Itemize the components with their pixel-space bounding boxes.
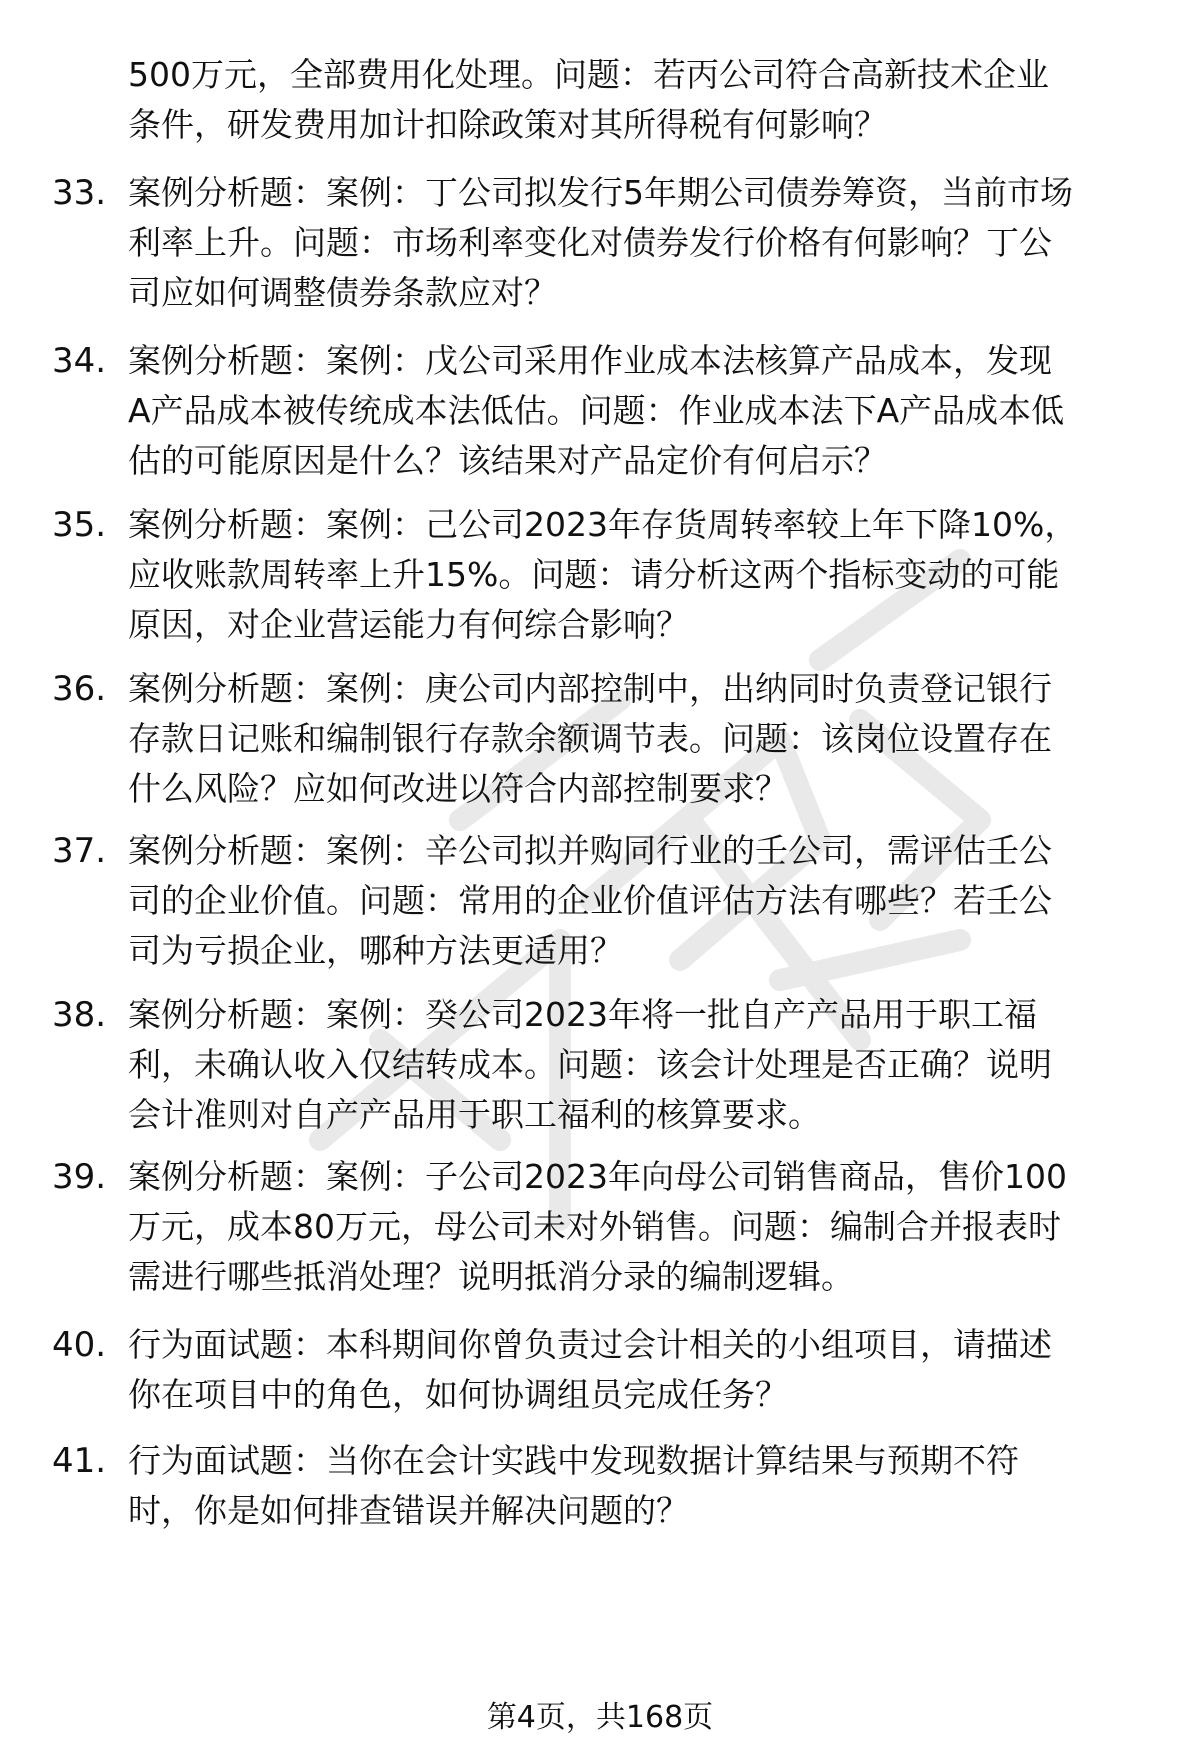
item-text-line: 会计准则对自产产品用于职工福利的核算要求。 [128, 1095, 821, 1134]
item-number: 33. [52, 173, 107, 213]
item-number: 38. [52, 995, 107, 1035]
item-number: 41. [52, 1441, 107, 1481]
item-number: 40. [52, 1325, 107, 1365]
item-text-line: 案例分析题：案例：戊公司采用作业成本法核算产品成本，发现 [128, 341, 1052, 380]
item-text-line: 什么风险？应如何改进以符合内部控制要求？ [128, 769, 788, 808]
item-text-line: 案例分析题：案例：辛公司拟并购同行业的壬公司，需评估壬公 [128, 831, 1052, 870]
item-text-line: 案例分析题：案例：己公司2023年存货周转率较上年下降10%， [128, 505, 1078, 544]
item-number: 35. [52, 505, 107, 545]
item-text-line: 500万元，全部费用化处理。问题：若丙公司符合高新技术企业 [128, 55, 1049, 94]
item-text-line: 你在项目中的角色，如何协调组员完成任务？ [128, 1375, 788, 1414]
item-text-line: 存款日记账和编制银行存款余额调节表。问题：该岗位设置存在 [128, 719, 1052, 758]
item-text-line: 原因，对企业营运能力有何综合影响？ [128, 605, 689, 644]
item-text-line: 案例分析题：案例：丁公司拟发行5年期公司债券筹资，当前市场 [128, 173, 1073, 212]
item-text-line: 万元，成本80万元，母公司未对外销售。问题：编制合并报表时 [128, 1207, 1061, 1246]
item-text-line: 估的可能原因是什么？该结果对产品定价有何启示？ [128, 441, 887, 480]
item-text-line: 司应如何调整债券条款应对？ [128, 273, 557, 312]
item-text-line: 案例分析题：案例：庚公司内部控制中，出纳同时负责登记银行 [128, 669, 1052, 708]
item-text-line: 司为亏损企业，哪种方法更适用？ [128, 931, 623, 970]
item-text-line: 时，你是如何排查错误并解决问题的？ [128, 1491, 689, 1530]
item-text-line: 利率上升。问题：市场利率变化对债券发行价格有何影响？丁公 [128, 223, 1052, 262]
item-number: 37. [52, 831, 107, 871]
item-text-line: 利，未确认收入仅结转成本。问题：该会计处理是否正确？说明 [128, 1045, 1052, 1084]
page-footer: 第4页，共168页 [486, 1700, 714, 1735]
item-text-line: 行为面试题：本科期间你曾负责过会计相关的小组项目，请描述 [128, 1325, 1052, 1364]
item-number: 34. [52, 341, 107, 381]
item-text-line: 条件，研发费用加计扣除政策对其所得税有何影响？ [128, 105, 887, 144]
item-text-line: 应收账款周转率上升15%。问题：请分析这两个指标变动的可能 [128, 555, 1060, 594]
item-text-line: 需进行哪些抵消处理？说明抵消分录的编制逻辑。 [128, 1257, 854, 1296]
item-number: 36. [52, 669, 107, 709]
item-number: 39. [52, 1157, 107, 1197]
item-text-line: 案例分析题：案例：癸公司2023年将一批自产产品用于职工福 [128, 995, 1037, 1034]
item-text-line: 司的企业价值。问题：常用的企业价值评估方法有哪些？若壬公 [128, 881, 1052, 920]
item-text-line: A产品成本被传统成本法低估。问题：作业成本法下A产品成本低 [128, 391, 1065, 430]
item-text-line: 案例分析题：案例：子公司2023年向母公司销售商品，售价100 [128, 1157, 1067, 1196]
item-text-line: 行为面试题：当你在会计实践中发现数据计算结果与预期不符 [128, 1441, 1019, 1480]
